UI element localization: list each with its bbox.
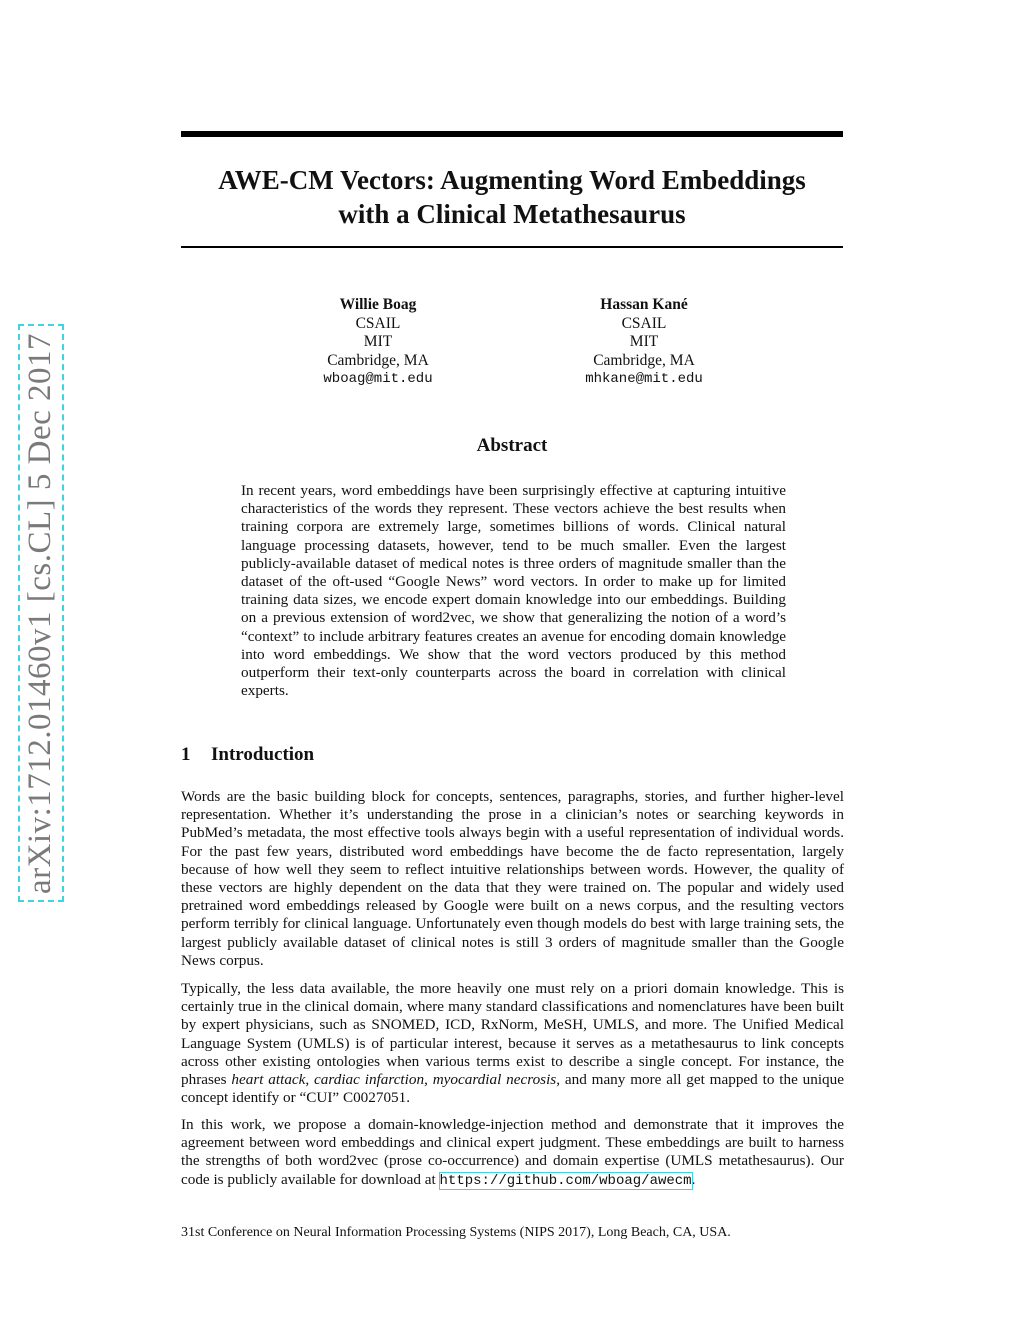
title-line-1: AWE-CM Vectors: Augmenting Word Embeddings: [218, 165, 806, 195]
title-bottom-rule: [181, 246, 843, 248]
paragraph-text: Typically, the less data available, the more heavily one must rely on a priori domain knowledge. This is certainly true in the clinical domain, where many standard classifications and nomenclatures have been built by expert physicians, such as SNOMED, ICD, RxNorm, MeSH, UMLS, and more. The Unified Medical Language System (UMLS) is of particular interest, because it serves as a metathesaurus to link concepts across other existing ontologies when various terms exist to describe a single concept. For instance, the phrases: [181, 980, 844, 1089]
author-block-1: [248, 296, 508, 389]
abstract-body: In recent years, word embeddings have been surprisingly effective at capturing intuitive characteristics of the words they represent. These vectors achieve the best results when training corpora are extremely large, sometimes billions of words. Clinical natural language processing datasets, however, tend to be much smaller. Even the largest publicly-available dataset of medical notes is three orders of magnitude smaller than the dataset of the oft-used “Google News” word vectors. In order to make up for limited training data sizes, we encode expert domain knowledge into our embeddings. Building on a previous extension of word2vec, we show that generalizing the notion of a word’s “context” to include arbitrary features creates an avenue for encoding domain knowledge into word embeddings. We show that the word vectors produced by this method outperform their text-only counterparts across the board in correlation with clinical experts.: [241, 482, 786, 700]
abstract-heading: Abstract: [476, 435, 548, 456]
conference-footnote: 31st Conference on Neural Information Processing Systems (NIPS 2017), Long Beach, CA, USA.: [181, 1225, 731, 1240]
arxiv-stamp[interactable]: [18, 324, 64, 902]
intro-paragraph-3: [181, 1116, 844, 1190]
author-name: Hassan Kané: [600, 296, 688, 313]
paper-title: [181, 163, 843, 231]
separator: ,: [305, 1071, 315, 1089]
author-institution: MIT: [629, 333, 659, 350]
author-email: mhkane@mit.edu: [585, 371, 703, 387]
paragraph-text: , and many more all get mapped to the unique concept identify or “CUI” C0027051.: [181, 1071, 844, 1107]
term-myocardial-necrosis: myocardial necrosis: [432, 1071, 557, 1089]
github-link[interactable]: https://github.com/wboag/awecm: [439, 1172, 692, 1189]
author-block-2: [514, 296, 774, 389]
author-email: wboag@mit.edu: [323, 371, 433, 387]
title-line-2: with a Clinical Metathesaurus: [338, 199, 686, 229]
intro-paragraph-2: [181, 980, 844, 1107]
author-location: Cambridge, MA: [593, 351, 695, 369]
paragraph-text: In this work, we propose a domain-knowledge-injection method and demonstrate that it improves the agreement between word embeddings and clinical expert judgment. These embeddings are built to harness the strengths of both word2vec (prose co-occurrence) and domain expertise (UMLS metathesaurus). Our code is publicly available for download at: [181, 1116, 844, 1188]
section-heading-introduction: [181, 743, 314, 767]
author-institution: MIT: [363, 333, 393, 350]
term-cardiac-infarction: cardiac infarction: [314, 1071, 425, 1089]
section-title: Introduction: [211, 744, 315, 765]
paragraph-text: .: [691, 1170, 696, 1188]
section-number: 1: [181, 744, 191, 765]
intro-paragraph-1: Words are the basic building block for concepts, sentences, paragraphs, stories, and further higher-level representation. Whether it’s understanding the prose in a clinician’s notes or searching keywords in PubMed’s metadata, the most effective tools always begin with a useful representation of individual words. For the past few years, distributed word embeddings have become the de facto representation, largely because of how well they seem to reflect intuitive relationships between words. However, the quality of these vectors are highly dependent on the data that they were trained on. The popular and widely used pretrained word embeddings released by Google were built on a news corpus, and the resulting vectors perform terribly for clinical language. Unfortunately even though models do best with large training sets, the largest publicly available dataset of clinical notes is still 3 orders of magnitude smaller than the Google News corpus.: [181, 788, 844, 969]
term-heart-attack: heart attack: [231, 1071, 306, 1089]
arxiv-id: arXiv:1712.01460v1 [cs.CL] 5 Dec 2017: [22, 332, 59, 894]
author-name: Willie Boag: [339, 296, 417, 313]
author-lab: CSAIL: [621, 314, 667, 332]
separator: ,: [424, 1071, 433, 1089]
title-top-rule: [181, 131, 843, 137]
author-lab: CSAIL: [355, 314, 401, 332]
author-location: Cambridge, MA: [327, 351, 429, 369]
